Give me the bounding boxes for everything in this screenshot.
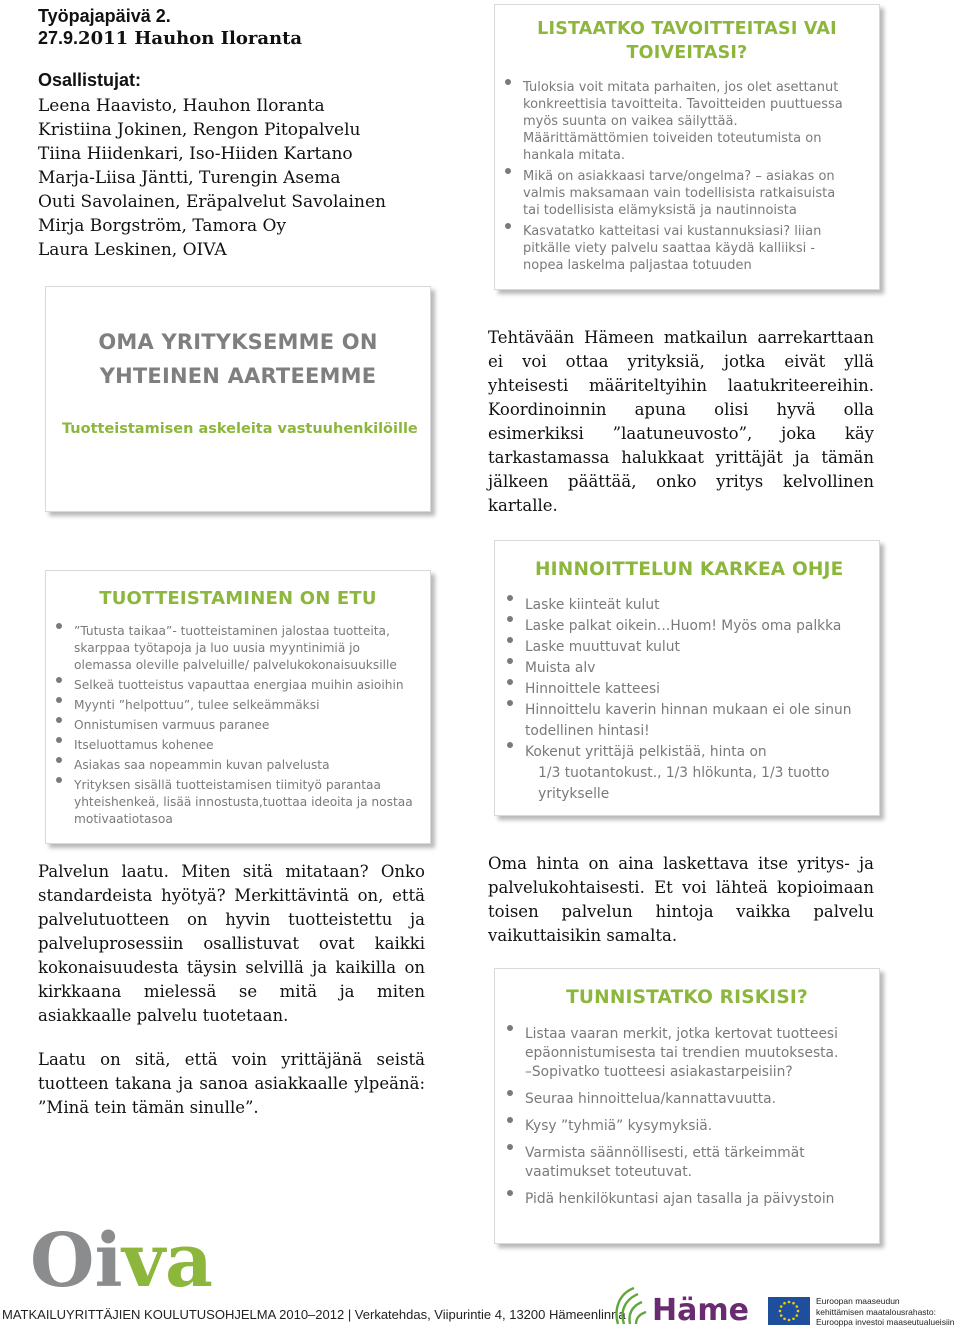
eu-flag-icon [768,1297,810,1325]
slide-productization-title: TUOTTEISTAMINEN ON ETU [99,588,377,609]
bullet-line: konkreettisia tavoitteita. Tavoitteiden puuttuessa [523,97,843,112]
participants-list [38,94,386,262]
bullet-line: Yrityksen sisällä tuotteistamisen tiimityö parantaa [74,778,381,792]
svg-text:Häme: Häme [652,1293,749,1328]
title-line: TOIVEITASI? [626,43,748,63]
bullet-line: motivaatiotasoa [74,812,173,826]
bullet-line: Selkeä tuotteistus vapauttaa energiaa muihin asioihin [74,678,404,692]
bullet-item [52,757,430,774]
slide-risks [494,968,880,1244]
paragraph-pride: Laatu on sitä, että voin yrittäjänä seistä tuotteen takana ja sanoa asiakkaalle ylpeänä: ”Minä tein tämän sinulle”. [38,1050,425,1117]
paragraph-quality: Palvelun laatu. Miten sitä mitataan? Onko standardeista hyötyä? Merkittävintä on, että palvelutuotteen on hyvin tuotteistettu ja palveluprosessiin osallistuvat ovat kaikki kokonaisuudesta täysin selvillä ja kaikilla on kirkkaana mielessä se mitä ja miten asiakkaalle palvelu tuotetaan. [38,862,425,1025]
bullet-item [503,616,879,637]
eu-line: kehittämisen maatalousrahasto: [816,1306,937,1317]
participant: Mirja Borgström, Tamora Oy [38,216,287,236]
participant: Tiina Hiidenkari, Iso-Hiiden Kartano [38,144,353,164]
bullet-line: Mikä on asiakkaasi tarve/ongelma? – asiakas on [523,169,835,184]
bullet-item [52,777,430,828]
date-venue: 2011 Hauhon Iloranta [78,28,303,49]
bullet-line: epäonnistumisesta tai trendien muutoksesta. [525,1045,839,1061]
bullet-line: Pidä henkilökuntasi ajan tasalla ja päivystoin [525,1191,835,1207]
workshop-day: Työpajapäivä 2. [38,6,171,26]
bullet-line: Laske muuttuvat kulut [525,639,680,655]
eu-line: Euroopan maaseudun [816,1296,900,1306]
bullet-line: Laske palkat oikein…Huom! Myös oma palkka [525,618,842,634]
bullet-item [52,717,430,734]
bullet-line: Kokenut yrittäjä pelkistää, hinta on [525,744,767,760]
bullet-line: Itseluottamus kohenee [74,738,214,752]
bullet-line: yhteishenkeä, lisää innostusta,tuottaa ideoita ja nostaa [74,795,413,809]
workshop-date [38,27,302,50]
date-part: 27.9. [38,28,79,48]
bullet-line: Seuraa hinnoittelua/kannattavuutta. [525,1091,777,1107]
bullet-line: olemassa oleville palveluille/ palvelukokonaisuuksille [74,658,397,672]
bullet-line: Listaa vaaran merkit, jotka kertovat tuotteesi [525,1026,838,1042]
paragraph-treasure-map: Tehtävään Hämeen matkailun aarrekarttaan ei voi ottaa yrityksiä, jotka eivät yllä yhteisesti määriteltyihin laatukriteereihin. Koordinoinnin apuna olisi hyvä olla esimerkiksi ”laatuneuvosto”, joka käy tarkastamassa halukkaat yrittäjät ja tämän jälkeen päättää, onko yritys kelvollinen kartalle. [488,328,874,515]
bullet-item [501,223,879,274]
bullet-line: tai todellisista elämyksistä ja nautinnoista [523,203,797,218]
participant: Laura Leskinen, OIVA [38,240,227,260]
svg-text:Oi: Oi [30,1222,123,1294]
bullet-line: hankala mitata. [523,148,625,163]
bullet-line: ”Tutusta taikaa”- tuotteistaminen jalostaa tuotteita, [74,624,390,638]
bullet-line: Hinnoittelu kaverin hinnan mukaan ei ole sinun [525,702,852,718]
title-line: LISTAATKO TAVOITTEITASI VAI [537,19,837,39]
bullet-line: Laske kiinteät kulut [525,597,660,613]
bullet-line: Hinnoittele katteesi [525,681,661,697]
bullet-item [503,700,879,742]
bullet-line: Asiakas saa nopeammin kuvan palvelusta [74,758,330,772]
bullet-item [503,1090,879,1109]
slide-pricing-bullets [503,595,879,805]
slide-risks-title: TUNNISTATKO RISKISI? [566,987,808,1008]
slide-treasure-subtitle: Tuotteistamisen askeleita vastuuhenkilöille [62,421,418,437]
oiva-logo [30,1222,220,1294]
bullet-line: todellinen hintasi! [525,723,650,739]
bullet-line: Kasvatatko katteitasi vai kustannuksiasi? liian [523,224,822,239]
participants-title: Osallistujat: [38,70,142,90]
bullet-item [503,679,879,700]
hame-logo-graphic [612,1284,762,1328]
bullet-item [501,168,879,219]
slide-treasure-title [46,325,430,393]
bullet-item [52,697,430,714]
bullet-line: valmis maksamaan vain todellisista ratkaisuista [523,186,836,201]
bullet-line: Myynti ”helpottuu”, tulee selkeämmäksi [74,698,320,712]
eu-stars [768,1297,810,1325]
bullet-line: Määrittämättömien toiveiden toteutumista on [523,131,822,146]
bullet-line: skarppaa työtapoja ja luo uusia myyntinimiä jo [74,641,361,655]
slide-productization [45,570,431,844]
bullet-line: –Sopivatko tuotteesi asiakastarpeisiin? [525,1064,793,1080]
slide-goals-title [495,17,879,65]
slide-goals [494,4,880,290]
bullet-item [503,658,879,679]
participant: Marja-Liisa Jäntti, Turengin Asema [38,168,341,188]
bullet-line: yritykselle [525,786,610,802]
bullet-line: Tuloksia voit mitata parhaiten, jos olet asettanut [523,80,839,95]
bullet-item [503,1144,879,1182]
slide-pricing-title: HINNOITTELUN KARKEA OHJE [535,559,844,580]
bullet-line: Muista alv [525,660,596,676]
footer-program-address: MATKAILUYRITTÄJIEN KOULUTUSOHJELMA 2010–2012 | Verkatehdas, Viipurintie 4, 13200 Hämeenlinna [2,1307,626,1322]
bullet-line: Onnistumisen varmuus paranee [74,718,270,732]
bullet-item [503,637,879,658]
hame-logo [612,1284,762,1328]
title-line: OMA YRITYKSEMME ON [98,330,378,354]
title-line: YHTEINEN AARTEEMME [99,364,377,388]
slide-productization-bullets [52,623,430,828]
bullet-item [501,79,879,164]
slide-treasure [45,286,431,512]
bullet-line: pitkälle viety palvelu saattaa käydä kalliiksi - [523,241,816,256]
bullet-item [52,623,430,674]
bullet-item [503,742,879,805]
bullet-item [52,677,430,694]
bullet-item [503,1190,879,1209]
bullet-item [503,1025,879,1082]
slide-pricing [494,540,880,816]
bullet-line: Kysy ”tyhmiä” kysymyksiä. [525,1118,713,1134]
bullet-line: vaatimukset toteutuvat. [525,1164,693,1180]
bullet-item [503,1117,879,1136]
participant: Leena Haavisto, Hauhon Iloranta [38,96,325,116]
slide-goals-bullets [501,79,879,274]
bullet-item [52,737,430,754]
bullet-line: nopea laskelma paljastaa totuuden [523,258,752,273]
bullet-line: myös suunta on vaikea säilyttää. [523,114,738,129]
eu-funding-text [816,1296,954,1328]
eu-line: Eurooppa investoi maaseutualueisiin [816,1317,955,1327]
participant: Outi Savolainen, Eräpalvelut Savolainen [38,192,386,212]
oiva-logo-graphic [30,1222,220,1294]
bullet-line: 1/3 tuotantokust., 1/3 hlökunta, 1/3 tuotto [525,765,830,781]
svg-text:va: va [122,1222,213,1294]
slide-risks-bullets [503,1025,879,1209]
paragraph-own-price: Oma hinta on aina laskettava itse yritys- ja palvelukohtaisesti. Et voi lähteä kopioimaan toisen palvelun hintoja vaikka palvelu vaikuttaisikin samalta. [488,854,874,945]
participant: Kristiina Jokinen, Rengon Pitopalvelu [38,120,361,140]
bullet-line: Varmista säännöllisesti, että tärkeimmät [525,1145,805,1161]
bullet-item [503,595,879,616]
